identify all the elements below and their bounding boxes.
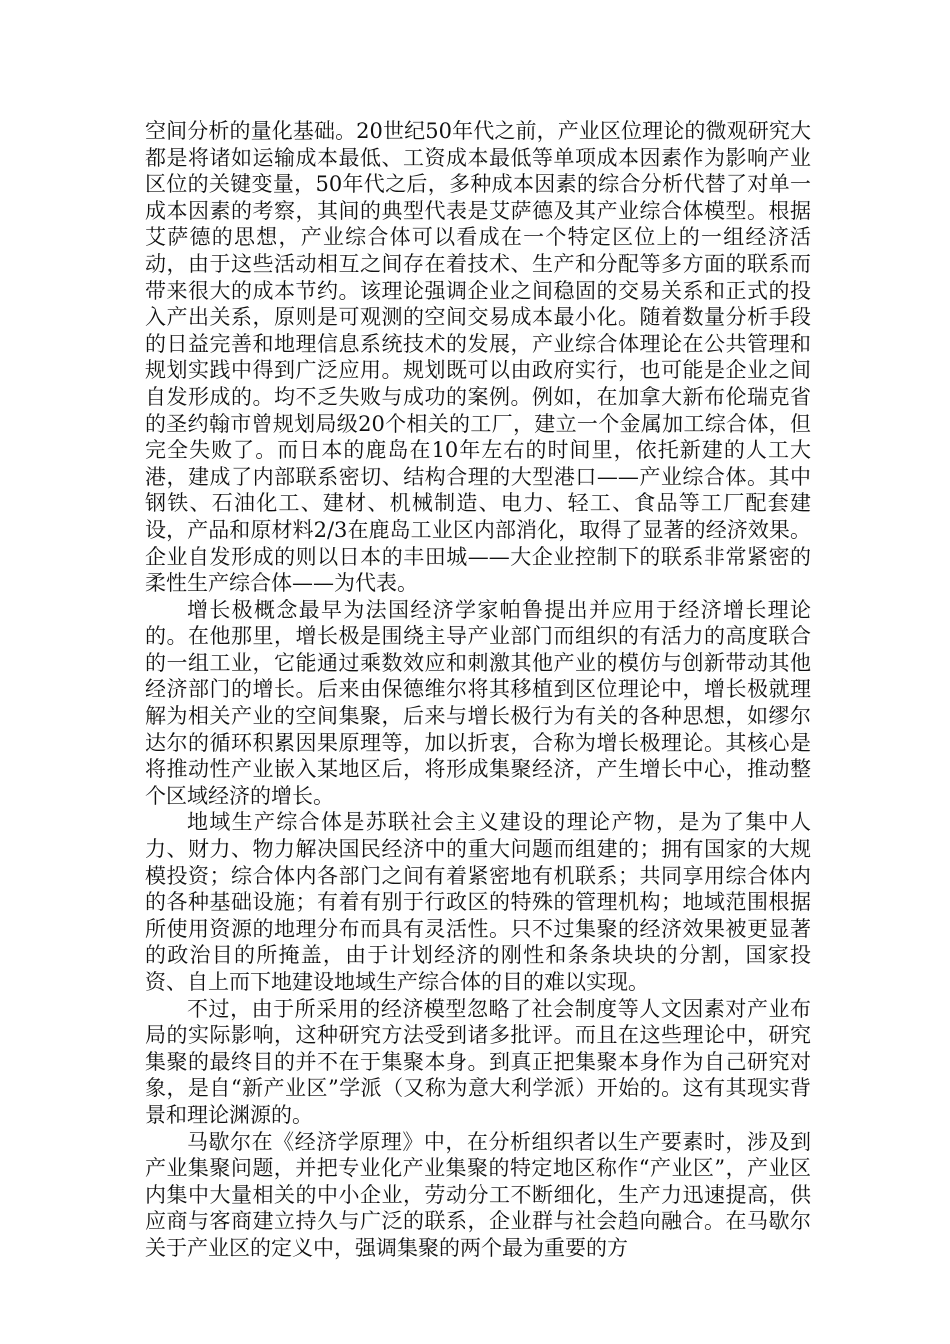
document-body xyxy=(145,118,811,1262)
paragraph-criticism: 不过，由于所采用的经济模型忽略了社会制度等人文因素对产业布局的实际影响，这种研究方法受到诸多批评。而且在这些理论中，研究集聚的最终目的并不在于集聚本身。到真正把集聚本身作为自己研究对象，是自“新产业区”学派（又称为意大利学派）开始的。这有其现实背景和理论渊源的。 xyxy=(145,996,811,1127)
paragraph-industrial-complex: 空间分析的量化基础。20世纪50年代之前，产业区位理论的微观研究大都是将诸如运输成本最低、工资成本最低等单项成本因素作为影响产业区位的关键变量，50年代之后，多种成本因素的综合分析代替了对单一成本因素的考察，其间的典型代表是艾萨德及其产业综合体模型。根据艾萨德的思想，产业综合体可以看成在一个特定区位上的一组经济活动，由于这些活动相互之间存在着技术、生产和分配等多方面的联系而带来很大的成本节约。该理论强调企业之间稳固的交易关系和正式的投入产出关系，原则是可观测的空间交易成本最小化。随着数量分析手段的日益完善和地理信息系统技术的发展，产业综合体理论在公共管理和规划实践中得到广泛应用。规划既可以由政府实行，也可能是企业之间自发形成的。均不乏失败与成功的案例。例如，在加拿大新布伦瑞克省的圣约翰市曾规划局级20个相关的工厂，建立一个金属加工综合体，但完全失败了。而日本的鹿岛在10年左右的时间里，依托新建的人工大港，建成了内部联系密切、结构合理的大型港口——产业综合体。其中钢铁、石油化工、建材、机械制造、电力、轻工、食品等工厂配套建设，产品和原材料2/3在鹿岛工业区内部消化，取得了显著的经济效果。企业自发形成的则以日本的丰田城——大企业控制下的联系非常紧密的柔性生产综合体——为代表。 xyxy=(145,119,811,596)
paragraph-marshall: 马歇尔在《经济学原理》中，在分析组织者以生产要素时，涉及到产业集聚问题，并把专业化产业集聚的特定地区称作“产业区”，产业区内集中大量相关的中小企业，劳动分工不断细化，生产力迅速提高，供应商与客商建立持久与广泛的联系，企业群与社会趋向融合。在马歇尔关于产业区的定义中，强调集聚的两个最为重要的方 xyxy=(145,1129,811,1260)
paragraph-territorial-complex: 地域生产综合体是苏联社会主义建设的理论产物，是为了集中人力、财力、物力解决国民经济中的重大问题而组建的；拥有国家的大规模投资；综合体内各部门之间有着紧密地有机联系；共同享用综合体内的各种基础设施；有着有别于行政区的特殊的管理机构；地域范围根据所使用资源的地理分布而具有灵活性。只不过集聚的经济效果被更显著的政治目的所掩盖，由于计划经济的刚性和条条块块的分割，国家投资、自上而下地建设地域生产综合体的目的难以实现。 xyxy=(145,810,811,994)
paragraph-growth-pole: 增长极概念最早为法国经济学家帕鲁提出并应用于经济增长理论的。在他那里，增长极是围绕主导产业部门而组织的有活力的高度联合的一组工业，它能通过乘数效应和刺激其他产业的模仿与创新带动其他经济部门的增长。后来由保德维尔将其移植到区位理论中，增长极就理解为相关产业的空间集聚，后来与增长极行为有关的各种思想，如缪尔达尔的循环积累因果原理等，加以折衷，合称为增长极理论。其核心是将推动性产业嵌入某地区后，将形成集聚经济，产生增长中心，推动整个区域经济的增长。 xyxy=(145,597,811,808)
